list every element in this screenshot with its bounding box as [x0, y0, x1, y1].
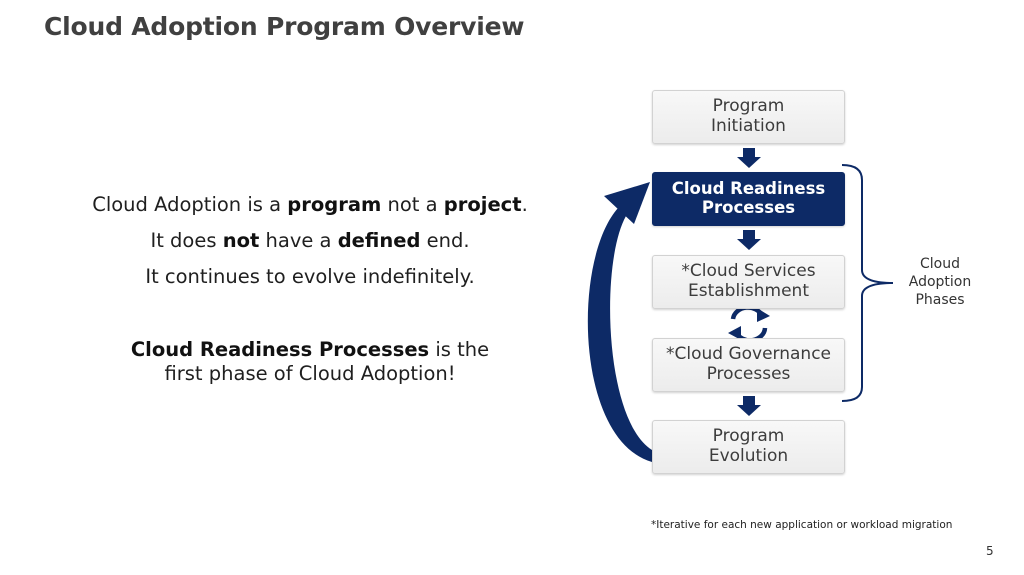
- text-segment: is the: [429, 338, 490, 361]
- text-segment: Cloud Adoption is a: [92, 193, 288, 216]
- box-label: Program Initiation: [711, 96, 786, 136]
- text-segment: It does: [150, 229, 223, 252]
- text-segment: .: [521, 193, 528, 216]
- box-cloud-governance: [652, 338, 845, 392]
- down-arrow-icon: [737, 396, 761, 416]
- text-bold: defined: [337, 229, 421, 252]
- box-label: Cloud Readiness Processes: [671, 179, 826, 217]
- loop-back-arrow-icon: [588, 182, 652, 462]
- box-label: *Cloud Governance Processes: [665, 344, 832, 384]
- page-number: 5: [986, 544, 994, 558]
- text-segment: have a: [259, 229, 338, 252]
- box-cloud-readiness: [652, 172, 845, 226]
- down-arrow-icon: [737, 230, 761, 250]
- footnote: *Iterative for each new application or workload migration: [651, 519, 953, 531]
- text-bold: project: [443, 193, 522, 216]
- box-cloud-services: [652, 255, 845, 309]
- page-title: Cloud Adoption Program Overview: [44, 12, 525, 41]
- box-label: Program Evolution: [708, 426, 789, 466]
- box-program-initiation: [652, 90, 845, 144]
- statement-evolve: It continues to evolve indefinitely.: [145, 265, 475, 288]
- text-bold: program: [287, 193, 382, 216]
- box-program-evolution: [652, 420, 845, 474]
- phase-label: Cloud Adoption Phases: [908, 256, 972, 309]
- bracket-icon: [842, 165, 893, 401]
- text-segment: first phase of Cloud Adoption!: [164, 362, 456, 386]
- text-segment: end.: [420, 229, 470, 252]
- box-label: *Cloud Services Establishment: [681, 261, 816, 301]
- down-arrow-icon: [737, 148, 761, 168]
- text-bold: not: [222, 229, 260, 252]
- text-bold: Cloud Readiness Processes: [130, 338, 430, 361]
- text-segment: not a: [381, 193, 444, 216]
